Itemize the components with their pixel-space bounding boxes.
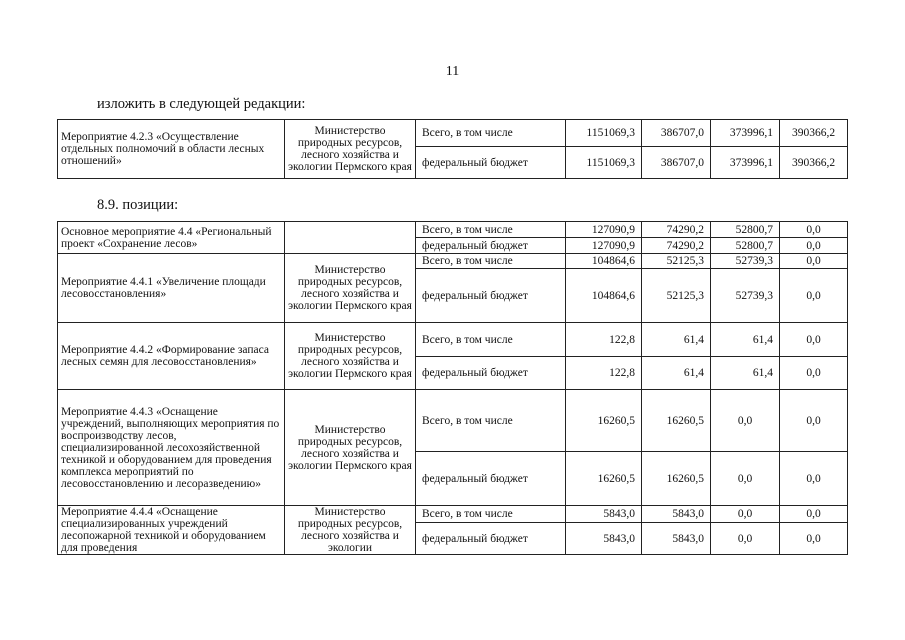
amount-year3-cell: 0,0 xyxy=(780,238,848,254)
amount-year3-cell: 390366,2 xyxy=(780,147,848,179)
amount-year3-cell: 0,0 xyxy=(780,323,848,357)
amount-year1-cell: 52125,3 xyxy=(642,269,711,323)
table2-body xyxy=(58,222,848,555)
amount-year1-cell: 74290,2 xyxy=(642,222,711,238)
section-heading-positions: 8.9. позиции: xyxy=(97,197,179,213)
table-row xyxy=(58,222,848,238)
amount-year3-cell: 0,0 xyxy=(780,523,848,555)
funding-type-cell: федеральный бюджет xyxy=(416,357,566,390)
amount-year2-cell: 0,0 xyxy=(711,523,780,555)
funding-type-cell: Всего, в том числе xyxy=(416,506,566,523)
amount-year2-cell: 373996,1 xyxy=(711,120,780,147)
amount-year2-cell: 52739,3 xyxy=(711,254,780,269)
amount-total-cell: 5843,0 xyxy=(566,506,642,523)
amount-year1-cell: 61,4 xyxy=(642,323,711,357)
funding-type-cell: федеральный бюджет xyxy=(416,452,566,506)
amount-year2-cell: 52739,3 xyxy=(711,269,780,323)
funding-type-cell: Всего, в том числе xyxy=(416,254,566,269)
amount-total-cell: 1151069,3 xyxy=(566,147,642,179)
amount-total-cell: 122,8 xyxy=(566,357,642,390)
measure-name-cell: Мероприятие 4.4.2 «Формирование запаса лесных семян для лесовосстановления» xyxy=(58,323,285,390)
amount-year2-cell: 0,0 xyxy=(711,452,780,506)
funding-type-cell: Всего, в том числе xyxy=(416,120,566,147)
executor-cell: Министерство природных ресурсов, лесного хозяйства и экологии Пермского края xyxy=(285,390,416,506)
executor-cell: Министерство природных ресурсов, лесного хозяйства и экологии Пермского края xyxy=(285,323,416,390)
table-row xyxy=(58,506,848,523)
amount-year3-cell: 0,0 xyxy=(780,222,848,238)
funding-type-cell: Всего, в том числе xyxy=(416,323,566,357)
amount-total-cell: 127090,9 xyxy=(566,222,642,238)
amount-year3-cell: 0,0 xyxy=(780,390,848,452)
amount-year2-cell: 52800,7 xyxy=(711,238,780,254)
measure-name-cell: Мероприятие 4.4.3 «Оснащение учреждений, выполняющих мероприятия по воспроизводству лесов, специализированной лесохозяйственной техникой и оборудованием для проведения комплекса мероприятий по лесовосстановлению и лесоразведению» xyxy=(58,390,285,506)
funding-type-cell: федеральный бюджет xyxy=(416,238,566,254)
amount-year3-cell: 0,0 xyxy=(780,254,848,269)
amount-year1-cell: 386707,0 xyxy=(642,147,711,179)
executor-cell: Министерство природных ресурсов, лесного хозяйства и экологии xyxy=(285,506,416,555)
amount-total-cell: 5843,0 xyxy=(566,523,642,555)
amount-year1-cell: 5843,0 xyxy=(642,506,711,523)
measure-name-cell: Мероприятие 4.4.4 «Оснащение специализированных учреждений лесопожарной техникой и оборудованием для проведения xyxy=(58,506,285,555)
executor-cell xyxy=(285,222,416,254)
amount-year1-cell: 16260,5 xyxy=(642,390,711,452)
amount-total-cell: 104864,6 xyxy=(566,269,642,323)
table-measures-4-4 xyxy=(57,221,848,555)
amount-year1-cell: 74290,2 xyxy=(642,238,711,254)
amount-year1-cell: 61,4 xyxy=(642,357,711,390)
amount-total-cell: 127090,9 xyxy=(566,238,642,254)
table-row xyxy=(58,254,848,269)
amount-year1-cell: 16260,5 xyxy=(642,452,711,506)
table1-body xyxy=(58,120,848,179)
funding-type-cell: федеральный бюджет xyxy=(416,523,566,555)
executor-cell: Министерство природных ресурсов, лесного хозяйства и экологии Пермского края xyxy=(285,254,416,323)
amount-year1-cell: 5843,0 xyxy=(642,523,711,555)
measure-name-cell: Мероприятие 4.4.1 «Увеличение площади лесовосстановления» xyxy=(58,254,285,323)
measure-name-cell: Основное мероприятие 4.4 «Региональный проект «Сохранение лесов» xyxy=(58,222,285,254)
amount-year3-cell: 0,0 xyxy=(780,357,848,390)
amount-year2-cell: 61,4 xyxy=(711,357,780,390)
table-row xyxy=(58,120,848,147)
amount-total-cell: 104864,6 xyxy=(566,254,642,269)
amount-total-cell: 16260,5 xyxy=(566,452,642,506)
amount-year3-cell: 0,0 xyxy=(780,506,848,523)
page-number: 11 xyxy=(445,64,460,79)
amount-total-cell: 1151069,3 xyxy=(566,120,642,147)
amount-year2-cell: 373996,1 xyxy=(711,147,780,179)
amount-total-cell: 122,8 xyxy=(566,323,642,357)
amount-year2-cell: 0,0 xyxy=(711,390,780,452)
section-heading-edit: изложить в следующей редакции: xyxy=(97,96,306,112)
funding-type-cell: Всего, в том числе xyxy=(416,222,566,238)
table-measure-4-2-3 xyxy=(57,119,848,179)
funding-type-cell: федеральный бюджет xyxy=(416,147,566,179)
measure-name-cell: Мероприятие 4.2.3 «Осуществление отдельных полномочий в области лесных отношений» xyxy=(58,120,285,179)
amount-year2-cell: 61,4 xyxy=(711,323,780,357)
amount-year1-cell: 386707,0 xyxy=(642,120,711,147)
amount-year3-cell: 390366,2 xyxy=(780,120,848,147)
amount-total-cell: 16260,5 xyxy=(566,390,642,452)
amount-year3-cell: 0,0 xyxy=(780,452,848,506)
funding-type-cell: федеральный бюджет xyxy=(416,269,566,323)
funding-type-cell: Всего, в том числе xyxy=(416,390,566,452)
amount-year3-cell: 0,0 xyxy=(780,269,848,323)
amount-year2-cell: 0,0 xyxy=(711,506,780,523)
amount-year2-cell: 52800,7 xyxy=(711,222,780,238)
table-row xyxy=(58,323,848,357)
executor-cell: Министерство природных ресурсов, лесного хозяйства и экологии Пермского края xyxy=(285,120,416,179)
amount-year1-cell: 52125,3 xyxy=(642,254,711,269)
table-row xyxy=(58,390,848,452)
